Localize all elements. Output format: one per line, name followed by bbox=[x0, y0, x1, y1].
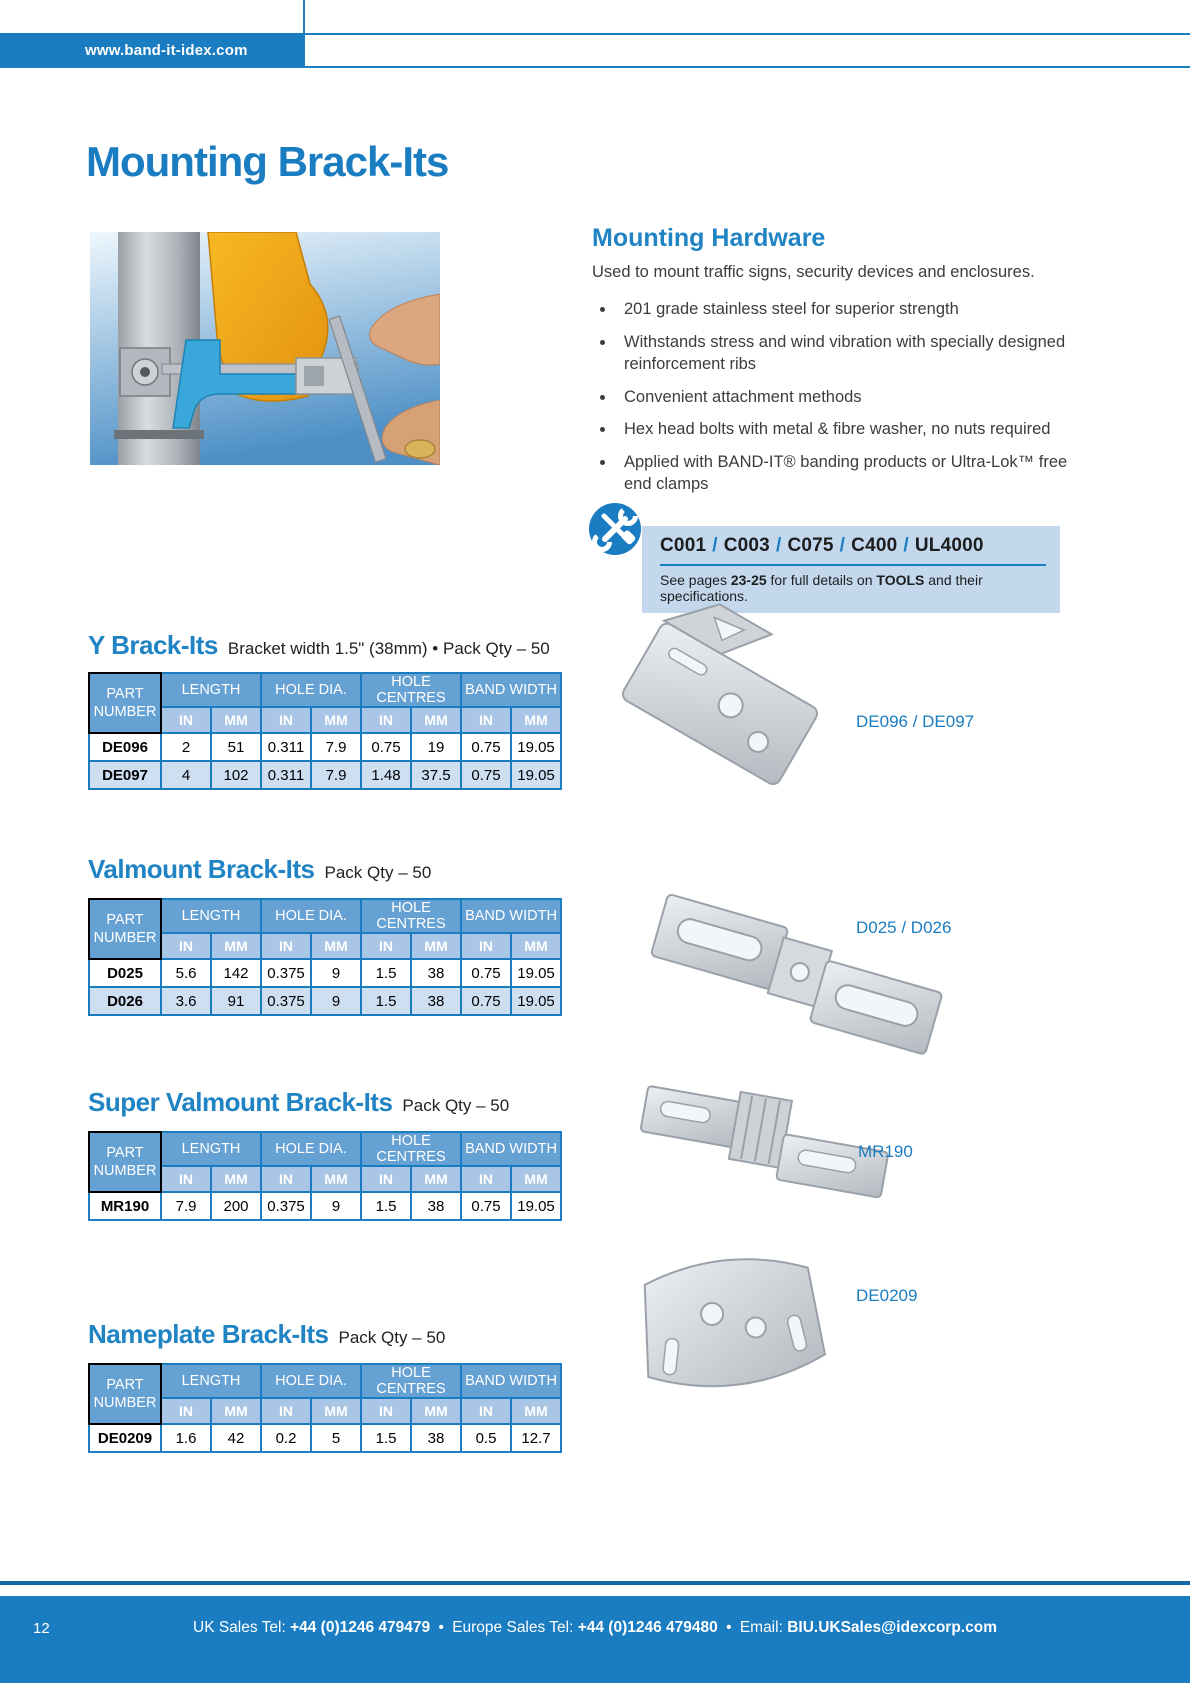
value-cell: 19.05 bbox=[511, 959, 561, 987]
section-title: Super Valmount Brack-Its bbox=[88, 1087, 393, 1117]
header-bottom-rule bbox=[303, 66, 1190, 68]
footer-uk-label: UK Sales Tel: bbox=[193, 1619, 291, 1636]
photo-tool-detail bbox=[304, 366, 324, 386]
part-cell: DE0209 bbox=[89, 1424, 161, 1452]
section-heading bbox=[88, 1087, 562, 1118]
group-header: HOLE CENTRES bbox=[361, 1132, 461, 1166]
unit-header: IN bbox=[361, 1398, 411, 1424]
section-valmount-brackits bbox=[88, 854, 562, 1016]
unit-header: MM bbox=[411, 707, 461, 733]
unit-header: IN bbox=[261, 1166, 311, 1192]
value-cell: 102 bbox=[211, 761, 261, 789]
value-cell: 5 bbox=[311, 1424, 361, 1452]
footer-eu-label: Europe Sales Tel: bbox=[452, 1619, 578, 1636]
table-row bbox=[89, 959, 561, 987]
section-nameplate-brackits bbox=[88, 1319, 562, 1453]
unit-header: IN bbox=[161, 1398, 211, 1424]
footer-email-label: Email: bbox=[739, 1619, 788, 1636]
value-cell: 9 bbox=[311, 1192, 361, 1220]
section-heading bbox=[88, 630, 562, 661]
value-cell: 38 bbox=[411, 1424, 461, 1452]
tool-code: C003 bbox=[723, 535, 770, 556]
page-number: 12 bbox=[33, 1620, 50, 1637]
value-cell: 7.9 bbox=[161, 1192, 211, 1220]
value-cell: 9 bbox=[311, 959, 361, 987]
section-heading bbox=[88, 854, 562, 885]
unit-header: IN bbox=[361, 707, 411, 733]
section-subtitle: Pack Qty – 50 bbox=[402, 1096, 510, 1115]
footer-contact bbox=[0, 1619, 1190, 1637]
footer-uk-tel: +44 (0)1246 479479 bbox=[290, 1619, 431, 1636]
value-cell: 51 bbox=[211, 733, 261, 761]
unit-header: MM bbox=[211, 1166, 261, 1192]
value-cell: 1.5 bbox=[361, 1424, 411, 1452]
tools-note-pages: 23-25 bbox=[730, 572, 767, 588]
part-number-header: PART NUMBER bbox=[89, 1132, 161, 1192]
unit-header: MM bbox=[511, 707, 561, 733]
header-vertical-rule bbox=[303, 0, 305, 34]
unit-header: IN bbox=[461, 933, 511, 959]
value-cell: 0.311 bbox=[261, 733, 311, 761]
group-header: HOLE DIA. bbox=[261, 1364, 361, 1398]
part-cell: MR190 bbox=[89, 1192, 161, 1220]
group-header: HOLE CENTRES bbox=[361, 673, 461, 707]
value-cell: 2 bbox=[161, 733, 211, 761]
footer-separator: • bbox=[434, 1619, 449, 1636]
value-cell: 200 bbox=[211, 1192, 261, 1220]
tools-note-tools: TOOLS bbox=[876, 572, 925, 588]
group-header: LENGTH bbox=[161, 1132, 261, 1166]
group-header: HOLE DIA. bbox=[261, 899, 361, 933]
value-cell: 7.9 bbox=[311, 733, 361, 761]
unit-header: MM bbox=[211, 707, 261, 733]
table-row bbox=[89, 1424, 561, 1452]
value-cell: 0.5 bbox=[461, 1424, 511, 1452]
unit-header: IN bbox=[261, 1398, 311, 1424]
group-header: HOLE CENTRES bbox=[361, 1364, 461, 1398]
value-cell: 42 bbox=[211, 1424, 261, 1452]
hardware-bullet: • Withstands stress and wind vibration with specially designed reinforcement ribs bbox=[616, 332, 1078, 376]
header-top-rule bbox=[303, 33, 1190, 35]
table-row bbox=[89, 1192, 561, 1220]
table-row bbox=[89, 987, 561, 1015]
product-photo bbox=[90, 232, 440, 465]
table-row bbox=[89, 733, 561, 761]
group-header: BAND WIDTH bbox=[461, 1364, 561, 1398]
hardware-intro: Used to mount traffic signs, security devices and enclosures. bbox=[592, 263, 1035, 281]
site-url: www.band-it-idex.com bbox=[85, 42, 248, 59]
nameplate-brackit-image bbox=[622, 1236, 842, 1426]
image-label: DE0209 bbox=[856, 1286, 918, 1305]
value-cell: 38 bbox=[411, 987, 461, 1015]
value-cell: 5.6 bbox=[161, 959, 211, 987]
value-cell: 0.375 bbox=[261, 987, 311, 1015]
part-cell: DE097 bbox=[89, 761, 161, 789]
section-title: Nameplate Brack-Its bbox=[88, 1319, 329, 1349]
unit-header: IN bbox=[261, 933, 311, 959]
tool-code: C001 bbox=[660, 535, 707, 556]
value-cell: 3.6 bbox=[161, 987, 211, 1015]
photo-watch bbox=[405, 440, 435, 458]
value-cell: 37.5 bbox=[411, 761, 461, 789]
tools-note-pre: See pages bbox=[660, 572, 731, 588]
group-header: BAND WIDTH bbox=[461, 673, 561, 707]
unit-header: MM bbox=[311, 933, 361, 959]
part-number-header: PART NUMBER bbox=[89, 1364, 161, 1424]
spec-table-y-brackits bbox=[88, 672, 562, 790]
tools-icon bbox=[587, 501, 643, 557]
section-super-valmount-brackits bbox=[88, 1087, 562, 1221]
group-header: HOLE DIA. bbox=[261, 673, 361, 707]
spec-table-valmount bbox=[88, 898, 562, 1016]
unit-header: MM bbox=[511, 1398, 561, 1424]
image-label: D025 / D026 bbox=[856, 918, 952, 937]
value-cell: 19.05 bbox=[511, 987, 561, 1015]
value-cell: 1.5 bbox=[361, 1192, 411, 1220]
hardware-bullet: • Applied with BAND-IT® banding products or Ultra-Lok™ free end clamps bbox=[616, 452, 1078, 496]
table-row bbox=[89, 761, 561, 789]
unit-header: IN bbox=[461, 1398, 511, 1424]
value-cell: 12.7 bbox=[511, 1424, 561, 1452]
value-cell: 0.75 bbox=[461, 959, 511, 987]
value-cell: 0.75 bbox=[361, 733, 411, 761]
hardware-bullet: • Hex head bolts with metal & fibre washer, no nuts required bbox=[616, 419, 1078, 441]
value-cell: 19.05 bbox=[511, 733, 561, 761]
spec-table-super-valmount bbox=[88, 1131, 562, 1221]
section-y-brackits bbox=[88, 630, 562, 790]
value-cell: 9 bbox=[311, 987, 361, 1015]
unit-header: MM bbox=[411, 1166, 461, 1192]
tools-separator: / bbox=[775, 535, 782, 556]
footer-eu-tel: +44 (0)1246 479480 bbox=[577, 1619, 718, 1636]
unit-header: MM bbox=[411, 933, 461, 959]
tool-code: C075 bbox=[787, 535, 834, 556]
value-cell: 0.375 bbox=[261, 1192, 311, 1220]
unit-header: IN bbox=[161, 707, 211, 733]
group-header: LENGTH bbox=[161, 673, 261, 707]
page-title: Mounting Brack-Its bbox=[86, 138, 449, 185]
hardware-section bbox=[592, 224, 1078, 507]
tool-code: C400 bbox=[851, 535, 898, 556]
value-cell: 91 bbox=[211, 987, 261, 1015]
hardware-bullet: • Convenient attachment methods bbox=[616, 387, 1078, 409]
unit-header: MM bbox=[311, 707, 361, 733]
section-title: Valmount Brack-Its bbox=[88, 854, 315, 884]
header-bar bbox=[0, 33, 305, 68]
tool-code: UL4000 bbox=[914, 535, 984, 556]
value-cell: 1.5 bbox=[361, 987, 411, 1015]
hardware-title: Mounting Hardware bbox=[592, 224, 826, 252]
unit-header: IN bbox=[161, 933, 211, 959]
y-brackit-image bbox=[608, 590, 848, 790]
unit-header: MM bbox=[211, 1398, 261, 1424]
value-cell: 0.75 bbox=[461, 987, 511, 1015]
part-number-header: PART NUMBER bbox=[89, 673, 161, 733]
unit-header: IN bbox=[461, 1166, 511, 1192]
unit-header: IN bbox=[461, 707, 511, 733]
tools-separator: / bbox=[712, 535, 718, 556]
value-cell: 38 bbox=[411, 959, 461, 987]
value-cell: 0.75 bbox=[461, 761, 511, 789]
photo-bolt-center bbox=[140, 367, 150, 377]
group-header: HOLE DIA. bbox=[261, 1132, 361, 1166]
value-cell: 0.375 bbox=[261, 959, 311, 987]
section-subtitle: Pack Qty – 50 bbox=[324, 863, 432, 882]
value-cell: 19 bbox=[411, 733, 461, 761]
value-cell: 1.6 bbox=[161, 1424, 211, 1452]
section-heading bbox=[88, 1319, 562, 1350]
image-label: MR190 bbox=[858, 1142, 913, 1161]
value-cell: 4 bbox=[161, 761, 211, 789]
value-cell: 0.75 bbox=[461, 1192, 511, 1220]
group-header: BAND WIDTH bbox=[461, 1132, 561, 1166]
tools-separator: / bbox=[903, 535, 909, 556]
section-title: Y Brack-Its bbox=[88, 630, 218, 660]
group-header: LENGTH bbox=[161, 1364, 261, 1398]
group-header: LENGTH bbox=[161, 899, 261, 933]
group-header: HOLE CENTRES bbox=[361, 899, 461, 933]
value-cell: 1.48 bbox=[361, 761, 411, 789]
unit-header: IN bbox=[361, 1166, 411, 1192]
spec-table-nameplate bbox=[88, 1363, 562, 1453]
value-cell: 38 bbox=[411, 1192, 461, 1220]
section-subtitle: Pack Qty – 50 bbox=[338, 1328, 446, 1347]
value-cell: 0.311 bbox=[261, 761, 311, 789]
value-cell: 1.5 bbox=[361, 959, 411, 987]
photo-pole-band bbox=[114, 430, 204, 439]
unit-header: MM bbox=[411, 1398, 461, 1424]
footer-separator: • bbox=[721, 1619, 736, 1636]
value-cell: 19.05 bbox=[511, 1192, 561, 1220]
unit-header: IN bbox=[161, 1166, 211, 1192]
image-label: DE096 / DE097 bbox=[856, 712, 975, 731]
unit-header: MM bbox=[211, 933, 261, 959]
value-cell: 0.2 bbox=[261, 1424, 311, 1452]
valmount-brackit-image bbox=[645, 886, 945, 1071]
unit-header: MM bbox=[311, 1166, 361, 1192]
unit-header: IN bbox=[361, 933, 411, 959]
tools-note-post: and their specifications. bbox=[660, 572, 983, 604]
hardware-bullets bbox=[616, 299, 1078, 495]
footer-rule bbox=[0, 1581, 1190, 1585]
unit-header: MM bbox=[511, 1166, 561, 1192]
part-number-header: PART NUMBER bbox=[89, 899, 161, 959]
footer bbox=[0, 1596, 1190, 1683]
value-cell: 7.9 bbox=[311, 761, 361, 789]
section-subtitle: Bracket width 1.5" (38mm) • Pack Qty – 50 bbox=[227, 639, 550, 658]
unit-header: IN bbox=[261, 707, 311, 733]
tools-separator: / bbox=[839, 535, 846, 556]
value-cell: 19.05 bbox=[511, 761, 561, 789]
unit-header: MM bbox=[511, 933, 561, 959]
hardware-bullet: • 201 grade stainless steel for superior strength bbox=[616, 299, 1078, 321]
group-header: BAND WIDTH bbox=[461, 899, 561, 933]
part-cell: D025 bbox=[89, 959, 161, 987]
part-cell: DE096 bbox=[89, 733, 161, 761]
value-cell: 142 bbox=[211, 959, 261, 987]
footer-email: BIU.UKSales@idexcorp.com bbox=[787, 1619, 997, 1636]
unit-header: MM bbox=[311, 1398, 361, 1424]
tools-divider bbox=[660, 564, 1046, 566]
tools-codes bbox=[660, 535, 1046, 557]
value-cell: 0.75 bbox=[461, 733, 511, 761]
tools-note-mid: for full details on bbox=[766, 572, 877, 588]
part-cell: D026 bbox=[89, 987, 161, 1015]
